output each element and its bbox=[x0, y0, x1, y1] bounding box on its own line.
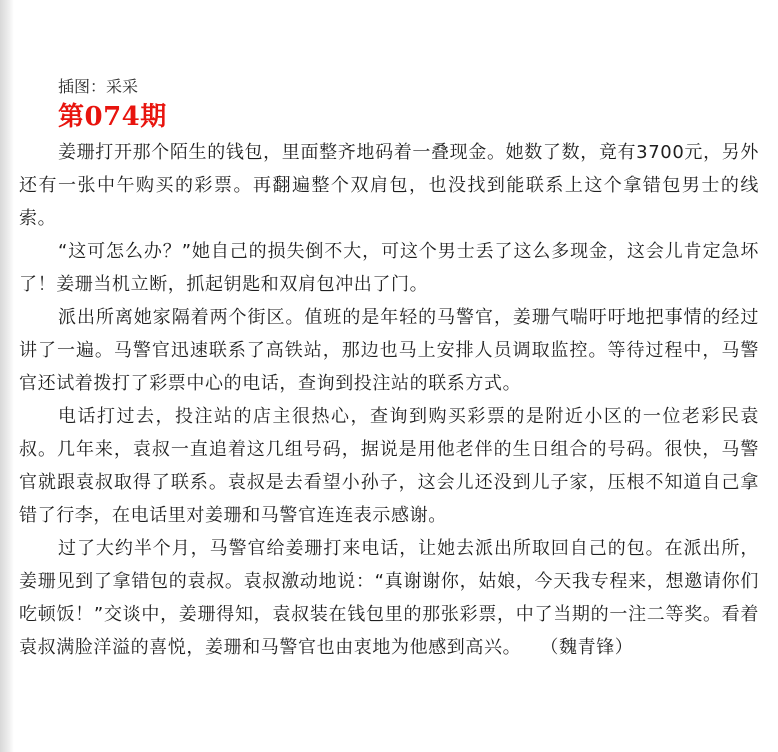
paragraph-4: 电话打过去，投注站的店主很热心，查询到购买彩票的是附近小区的一位老彩民袁叔。几年来，袁叔一直追着这几组号码，据说是用他老伴的生日组合的号码。很快，马警官就跟袁叔取得了联系。袁叔是去看望小孙子，这会儿还没到儿子家，压根不知道自己拿错了行李，在电话里对姜珊和马警官连连表示感谢。 bbox=[19, 406, 759, 526]
paragraph-2: “这可怎么办？”她自己的损失倒不大，可这个男士丢了这么多现金，这会儿肯定急坏了！姜珊当机立断，抓起钥匙和双肩包冲出了门。 bbox=[19, 241, 759, 295]
left-edge-shadow bbox=[0, 0, 14, 752]
paragraph-3: 派出所离她家隔着两个街区。值班的是年轻的马警官，姜珊气喘吁吁地把事情的经过讲了一遍。马警官迅速联系了高铁站，那边也马上安排人员调取监控。等待过程中，马警官还试着拨打了彩票中心的电话，查询到投注站的联系方式。 bbox=[19, 307, 759, 394]
paragraph-5: 过了大约半个月，马警官给姜珊打来电话，让她去派出所取回自己的包。在派出所，姜珊见到了拿错包的袁叔。袁叔激动地说：“真谢谢你，姑娘，今天我专程来，想邀请你们吃顿饭！”交谈中，姜珊得知，袁叔装在钱包里的那张彩票，中了当期的一注二等奖。看着袁叔满脸洋溢的喜悦，姜珊和马警官也由衷地为他感到高兴。 （魏青锋） bbox=[19, 538, 759, 658]
paragraph-1: 姜珊打开那个陌生的钱包，里面整齐地码着一叠现金。她数了数，竟有3700元，另外还有一张中午购买的彩票。再翻遍整个双肩包，也没找到能联系上这个拿错包男士的线索。 bbox=[19, 142, 759, 229]
issue-title: 第074期 bbox=[58, 102, 167, 132]
article-body bbox=[19, 74, 759, 664]
illustration-credit: 插图：采采 bbox=[58, 77, 139, 96]
